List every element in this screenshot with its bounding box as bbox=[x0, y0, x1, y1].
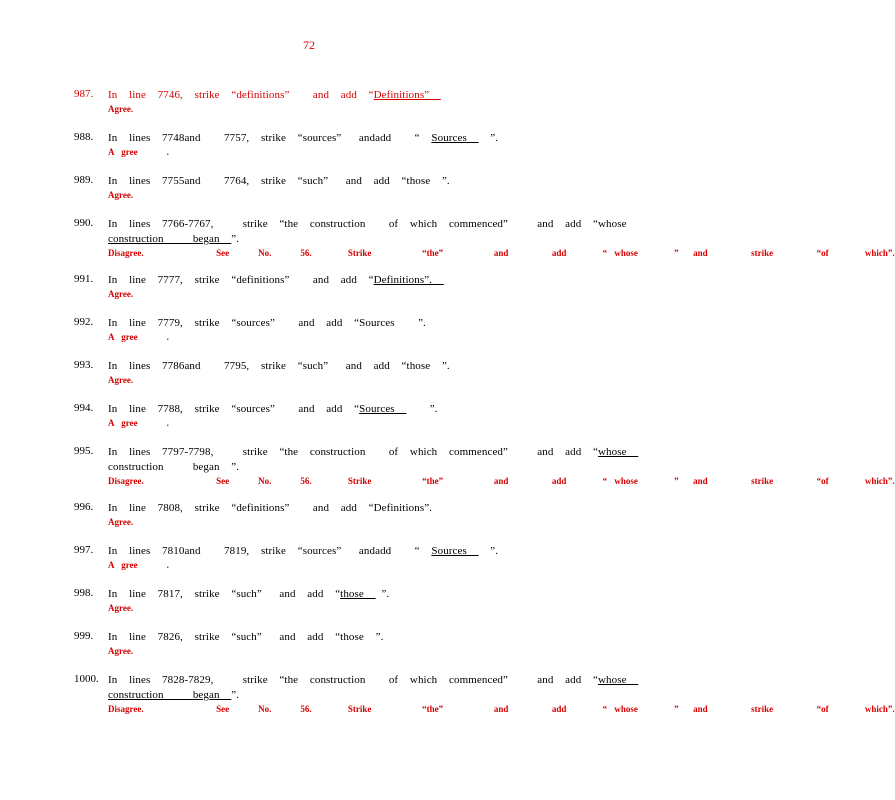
entry-instruction bbox=[108, 673, 639, 688]
entry-body bbox=[108, 273, 544, 301]
entry-body bbox=[108, 501, 544, 529]
entry-body bbox=[108, 88, 544, 116]
instruction-tail: construction began ”. bbox=[108, 461, 240, 473]
entry-instruction bbox=[108, 273, 544, 288]
entry-instruction-continued bbox=[108, 688, 544, 703]
added-text: Sources bbox=[431, 545, 479, 557]
entry-instruction-continued bbox=[108, 460, 544, 475]
entry-response: A gree . bbox=[108, 147, 169, 157]
instruction-text: In lines 7748and 7757, strike “sources” andadd “ bbox=[108, 132, 432, 144]
list-item bbox=[74, 217, 895, 260]
instruction-text: In lines 7766-7767, strike “the construction of which commenced” and add “whose bbox=[108, 218, 627, 230]
list-item bbox=[74, 174, 544, 202]
entry-number: 992. bbox=[74, 316, 94, 328]
entry-number: 995. bbox=[74, 445, 94, 457]
entry-body bbox=[108, 359, 544, 387]
entry-response: Agree. bbox=[108, 603, 134, 613]
list-item bbox=[74, 402, 544, 430]
entry-body bbox=[108, 445, 895, 488]
entry-body bbox=[108, 673, 895, 716]
entry-number: 994. bbox=[74, 402, 94, 414]
list-item bbox=[74, 88, 544, 116]
instruction-tail: ”. bbox=[406, 403, 438, 415]
added-text: those bbox=[340, 588, 376, 600]
instruction-text: In lines 7786and 7795, strike “such” and add “those ”. bbox=[108, 360, 450, 372]
entry-body bbox=[108, 217, 895, 260]
entry-number: 991. bbox=[74, 273, 94, 285]
entry-number: 988. bbox=[74, 131, 94, 143]
entry-number: 989. bbox=[74, 174, 94, 186]
entry-instruction bbox=[108, 587, 544, 602]
entry-instruction bbox=[108, 630, 544, 645]
entry-instruction bbox=[108, 131, 544, 146]
entry-response: A gree . bbox=[108, 332, 169, 342]
added-text: Definitions”. bbox=[373, 274, 444, 286]
list-item bbox=[74, 131, 544, 159]
instruction-text: In lines 7828-7829, strike “the construction of which commenced” and add “ bbox=[108, 674, 599, 686]
entry-response: Agree. bbox=[108, 375, 134, 385]
list-item bbox=[74, 587, 544, 615]
entry-number: 998. bbox=[74, 587, 94, 599]
list-item bbox=[74, 316, 544, 344]
instruction-text: In line 7777, strike “definitions” and add “ bbox=[108, 274, 374, 286]
instruction-text: In line 7746, strike “definitions” and add “ bbox=[108, 89, 374, 101]
entry-response: Disagree. See No. 56. Strike “the” and add “ whose ” and strike “of which”. bbox=[108, 248, 895, 258]
added-text: Definitions” bbox=[373, 89, 441, 101]
entry-response: Agree. bbox=[108, 289, 134, 299]
added-text: construction began bbox=[108, 689, 232, 701]
page-number: 72 bbox=[303, 38, 315, 52]
added-text: Sources bbox=[431, 132, 479, 144]
entry-response: Agree. bbox=[108, 190, 134, 200]
instruction-text: In line 7826, strike “such” and add “those ”. bbox=[108, 631, 384, 643]
entry-body bbox=[108, 402, 544, 430]
entry-instruction-continued bbox=[108, 232, 544, 247]
entry-instruction bbox=[108, 359, 544, 374]
entry-instruction bbox=[108, 544, 544, 559]
entry-body bbox=[108, 131, 544, 159]
instruction-text: In line 7808, strike “definitions” and add “Definitions”. bbox=[108, 502, 433, 514]
instruction-text: In line 7788, strike “sources” and add “ bbox=[108, 403, 360, 415]
entry-response: Agree. bbox=[108, 517, 134, 527]
entry-response: Agree. bbox=[108, 104, 134, 114]
entry-body bbox=[108, 544, 544, 572]
entry-instruction bbox=[108, 174, 544, 189]
entry-response: A gree . bbox=[108, 560, 169, 570]
entry-number: 999. bbox=[74, 630, 94, 642]
entry-body bbox=[108, 174, 544, 202]
entry-number: 993. bbox=[74, 359, 94, 371]
instruction-text: In lines 7755and 7764, strike “such” and add “those ”. bbox=[108, 175, 450, 187]
added-text: whose bbox=[598, 446, 639, 458]
list-item bbox=[74, 544, 544, 572]
instruction-text: In lines 7797-7798, strike “the construction of which commenced” and add “ bbox=[108, 446, 599, 458]
instruction-text: In lines 7810and 7819, strike “sources” andadd “ bbox=[108, 545, 432, 557]
entry-number: 990. bbox=[74, 217, 94, 229]
entry-response: Disagree. See No. 56. Strike “the” and add “ whose ” and strike “of which”. bbox=[108, 704, 895, 714]
entry-instruction bbox=[108, 501, 544, 516]
entry-instruction bbox=[108, 316, 544, 331]
added-text: Sources bbox=[359, 403, 407, 415]
entry-number: 1000. bbox=[74, 673, 99, 685]
entry-instruction bbox=[108, 445, 639, 460]
instruction-text: In line 7817, strike “such” and add “ bbox=[108, 588, 341, 600]
entry-instruction bbox=[108, 88, 544, 103]
entry-response: Disagree. See No. 56. Strike “the” and add “ whose ” and strike “of which”. bbox=[108, 476, 895, 486]
instruction-tail: ”. bbox=[231, 689, 240, 701]
entry-response: A gree . bbox=[108, 418, 169, 428]
added-text: whose bbox=[598, 674, 639, 686]
instruction-tail: ”. bbox=[478, 545, 499, 557]
added-text: construction began bbox=[108, 233, 232, 245]
list-item bbox=[74, 445, 895, 488]
list-item bbox=[74, 630, 544, 658]
list-item bbox=[74, 359, 544, 387]
list-item bbox=[74, 673, 895, 716]
list-item bbox=[74, 273, 544, 301]
entry-number: 997. bbox=[74, 544, 94, 556]
entry-response: Agree. bbox=[108, 646, 134, 656]
entry-body bbox=[108, 630, 544, 658]
entry-body bbox=[108, 316, 544, 344]
instruction-tail: ”. bbox=[478, 132, 499, 144]
entry-body bbox=[108, 587, 544, 615]
instruction-tail: ”. bbox=[375, 588, 390, 600]
entry-instruction bbox=[108, 402, 544, 417]
instruction-tail: ”. bbox=[231, 233, 240, 245]
entry-number: 987. bbox=[74, 88, 94, 100]
entry-number: 996. bbox=[74, 501, 94, 513]
list-item bbox=[74, 501, 544, 529]
entry-instruction bbox=[108, 217, 627, 232]
instruction-text: In line 7779, strike “sources” and add “Sources ”. bbox=[108, 317, 426, 329]
